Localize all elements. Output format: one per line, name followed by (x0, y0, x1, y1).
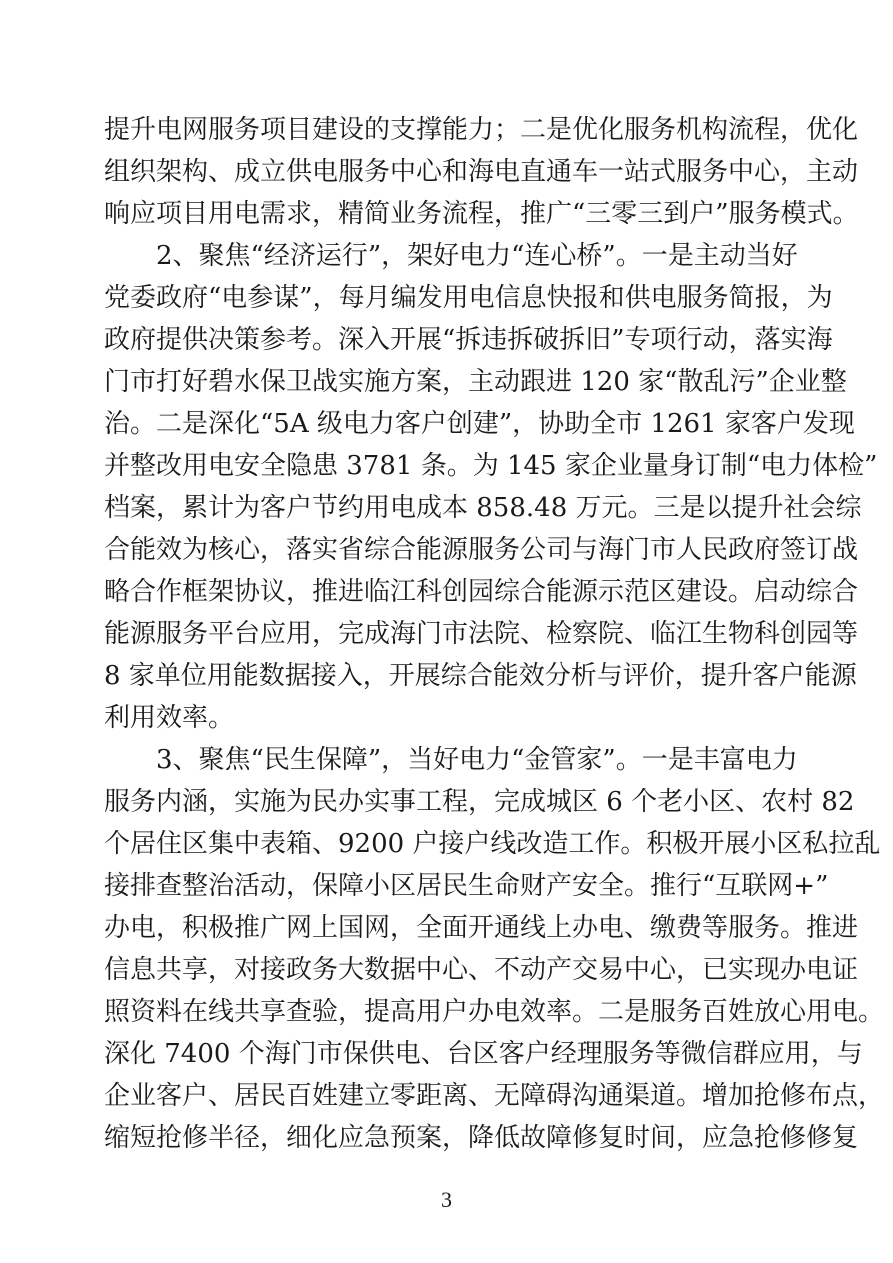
text-line: 党委政府“电参谋”，每月编发用电信息快报和供电服务简报，为 (104, 283, 833, 313)
text-line: 接排查整治活动，保障小区居民生命财产安全。推行“互联网+” (104, 871, 829, 901)
text-line: 办电，积极推广网上国网，全面开通线上办电、缴费等服务。推进 (104, 913, 859, 943)
text-line: 略合作框架协议，推进临江科创园综合能源示范区建设。启动综合 (104, 577, 859, 607)
text-line: 治。二是深化“5A 级电力客户创建”，协助全市 1261 家客户发现 (104, 409, 855, 439)
text-line: 档案，累计为客户节约用电成本 858.48 万元。三是以提升社会综 (104, 493, 862, 523)
text-line: 能源服务平台应用，完成海门市法院、检察院、临江生物科创园等 (104, 619, 859, 649)
body-text (104, 109, 885, 1159)
text-line: 政府提供决策参考。深入开展“拆违拆破拆旧”专项行动，落实海 (104, 325, 833, 355)
text-line: 企业客户、居民百姓建立零距离、无障碍沟通渠道。增加抢修布点， (104, 1081, 885, 1111)
text-line: 响应项目用电需求，精简业务流程，推广“三零三到户”服务模式。 (104, 199, 859, 229)
text-line: 门市打好碧水保卫战实施方案，主动跟进 120 家“散乱污”企业整 (104, 367, 847, 397)
page-number: 3 (441, 1187, 452, 1212)
text-line: 组织架构、成立供电服务中心和海电直通车一站式服务中心，主动 (104, 157, 859, 187)
text-line: 合能效为核心，落实省综合能源服务公司与海门市人民政府签订战 (104, 535, 859, 565)
paragraph-3 (104, 739, 885, 1159)
paragraph-1 (104, 109, 859, 235)
text-line: 3、聚焦“民生保障”，当好电力“金管家”。一是丰富电力 (156, 745, 798, 775)
text-line: 8 家单位用能数据接入，开展综合能效分析与评价，提升客户能源 (104, 661, 857, 691)
paragraph-2 (104, 235, 878, 739)
text-line: 2、聚焦“经济运行”，架好电力“连心桥”。一是主动当好 (156, 241, 798, 271)
text-line: 个居住区集中表箱、9200 户接户线改造工作。积极开展小区私拉乱 (104, 829, 881, 859)
text-line: 利用效率。 (104, 703, 235, 733)
text-line: 缩短抢修半径，细化应急预案，降低故障修复时间，应急抢修修复 (104, 1123, 859, 1153)
text-line: 照资料在线共享查验，提高用户办电效率。二是服务百姓放心用电。 (104, 997, 885, 1027)
text-line: 服务内涵，实施为民办实事工程，完成城区 6 个老小区、农村 82 (104, 787, 855, 817)
text-line: 并整改用电安全隐患 3781 条。为 145 家企业量身订制“电力体检” (104, 451, 878, 481)
text-line: 信息共享，对接政务大数据中心、不动产交易中心，已实现办电证 (104, 955, 859, 985)
text-line: 提升电网服务项目建设的支撑能力；二是优化服务机构流程，优化 (104, 115, 859, 145)
text-line: 深化 7400 个海门市保供电、台区客户经理服务等微信群应用，与 (104, 1039, 863, 1069)
